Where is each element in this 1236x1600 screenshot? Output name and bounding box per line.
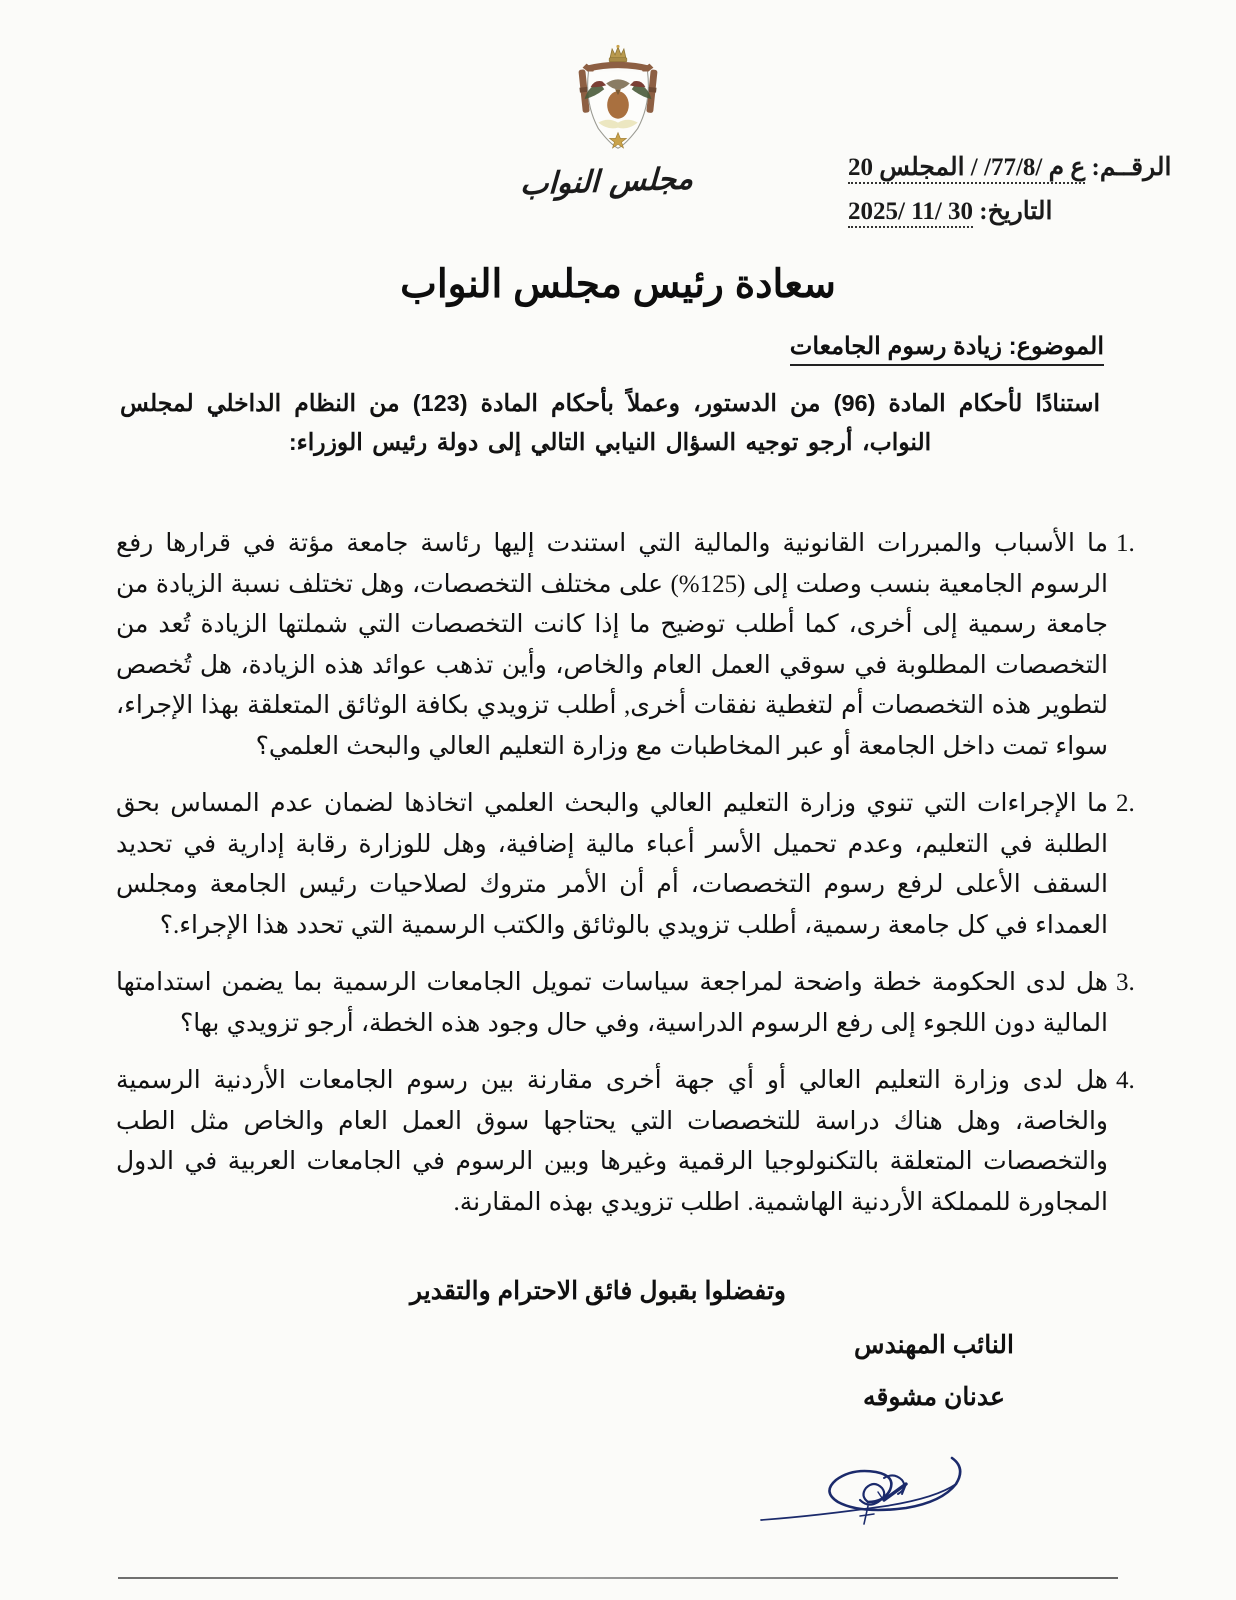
question-number: 1. <box>1116 530 1135 557</box>
question-text: ما الإجراءات التي تنوي وزارة التعليم العالي والبحث العلمي اتخاذها لضمان عدم المساس بحق الطلبة في التعليم، وعدم تحميل الأسر أعباء مالية إضافية، وهل للوزارة رقابة إدارية في تحديد السقف الأعلى لرفع رسوم التخصصات، أم أن الأمر متروك لصلاحيات رئيس الجامعة ومجلس العمداء في كل جامعة رسمية، أطلب تزويدي بالوثائق والكتب الرسمية التي تحدد هذا الإجراء.؟ <box>116 790 1108 939</box>
signer-role: النائب المهندس <box>854 1331 1014 1359</box>
reference-number-value: ع م /77/8/ / المجلس 20 <box>848 154 1085 184</box>
reference-date-label: التاريخ: <box>979 198 1053 225</box>
list-item <box>116 963 1150 1044</box>
question-list <box>116 524 1150 1240</box>
signature-block <box>764 1330 1104 1412</box>
council-name-calligraphy: مجلس النواب <box>519 161 694 203</box>
jordan-coat-of-arms-icon <box>559 44 677 162</box>
list-item <box>116 784 1150 946</box>
question-text: هل لدى الحكومة خطة واضحة لمراجعة سياسات تمويل الجامعات الرسمية بما يضمن استدامتها المالية دون اللجوء إلى رفع الرسوم الدراسية، وفي حال وجود هذه الخطة، أرجو تزويدي بها؟ <box>116 969 1108 1037</box>
question-number: 3. <box>1116 969 1135 996</box>
handwritten-signature <box>756 1432 1086 1542</box>
reference-block <box>848 152 1178 240</box>
subject-line: الموضوع: زيادة رسوم الجامعات <box>790 332 1104 366</box>
question-text: هل لدى وزارة التعليم العالي أو أي جهة أخرى مقارنة بين رسوم الجامعات الأردنية الرسمية والخاصة، وهل هناك دراسة للتخصصات التي يحتاجها سوق العمل العام والخاص مثل الطب والتخصصات المتعلقة بالتكنولوجيا الرقمية وغيرها وبين الرسوم في الجامعات العربية في الدول المجاورة للمملكة الأردنية الهاشمية. اطلب تزويدي بهذه المقارنة. <box>116 1067 1108 1216</box>
footer-divider <box>118 1577 1118 1579</box>
signer-name: عدنان مشوقه <box>863 1383 1005 1411</box>
reference-number-line <box>848 152 1178 182</box>
reference-date-value: 30 /11 /2025 <box>848 198 973 228</box>
page-title: سعادة رئيس مجلس النواب <box>400 263 836 306</box>
intro-paragraph: استنادًا لأحكام المادة (96) من الدستور، وعملاً بأحكام المادة (123) من النظام الداخلي لمجلس النواب، أرجو توجيه السؤال النيابي التالي إلى دولة رئيس الوزراء: <box>120 390 1100 455</box>
list-item <box>116 524 1150 767</box>
reference-date-line <box>848 196 1178 226</box>
question-number: 2. <box>1116 790 1135 817</box>
emblem-wrap <box>519 44 694 203</box>
question-number: 4. <box>1116 1067 1135 1094</box>
question-text: ما الأسباب والمبررات القانونية والمالية التي استندت إليها رئاسة جامعة مؤتة في قرارها رفع الرسوم الجامعية بنسب وصلت إلى (125%) على مختلف التخصصات، وهل تختلف نسبة الزيادة من جامعة رسمية إلى أخرى، كما أطلب توضيح ما إذا كانت التخصصات التي شملتها الزيادة تُعد من التخصصات المطلوبة في سوقي العمل العام والخاص، وأين تذهب عوائد هذه الزيادة، هل تُخصص لتطوير هذه التخصصات أم لتغطية نفقات أخرى, أطلب تزويدي بكافة الوثائق المتعلقة بهذا الإجراء، سواء تمت داخل الجامعة أو عبر المخاطبات مع وزارة التعليم العالي والبحث العلمي؟ <box>116 530 1108 760</box>
list-item <box>116 1061 1150 1223</box>
closing-salutation: وتفضلوا بقبول فائق الاحترام والتقدير <box>409 1277 786 1305</box>
reference-number-label: الرقــم: <box>1091 154 1172 181</box>
